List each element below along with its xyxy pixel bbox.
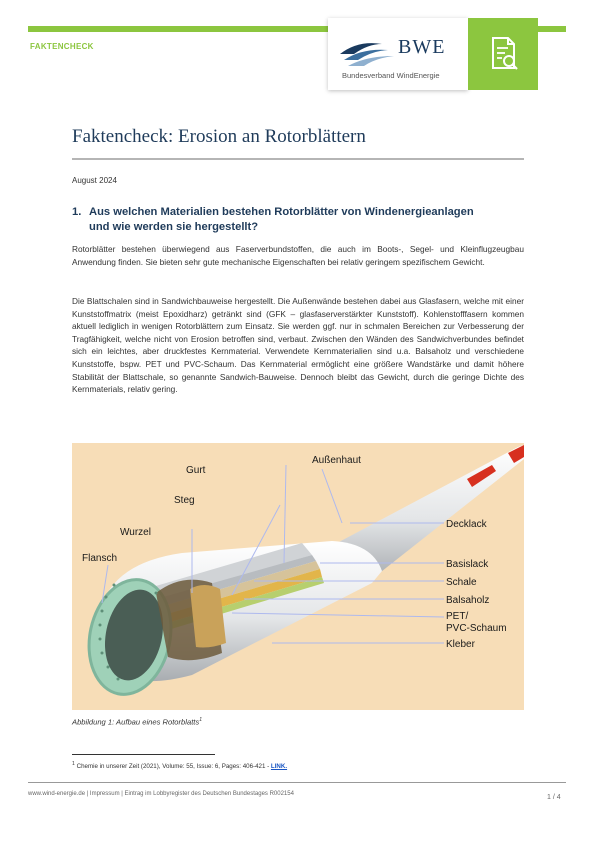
paragraph-intro: Rotorblätter bestehen überwiegend aus Faserverbundstoffen, die auch im Boots-, Segel- und Kleinflugzeugbau Anwendung finden. Sie bieten sehr gute mechanische Eigenschaften bei relativ geringem spezifischem Gewicht. — [72, 244, 524, 267]
figure-caption-text: Abbildung 1: Aufbau eines Rotorblatts — [72, 717, 200, 727]
label-steg: Steg — [174, 495, 195, 506]
bwe-logo-subtitle: Bundesverband WindEnergie — [342, 71, 440, 80]
label-flansch: Flansch — [82, 553, 118, 564]
rotor-blade-illustration — [72, 443, 524, 710]
label-balsaholz: Balsaholz — [446, 595, 490, 606]
section-heading-line1: Aus welchen Materialien bestehen Rotorblätter von Windenergieanlagen — [89, 206, 474, 218]
footer-links[interactable]: www.wind-energie.de | Impressum | Eintrag im Lobbyregister des Deutschen Bundestages R002154 — [28, 791, 294, 797]
page-title: Faktencheck: Erosion an Rotorblättern — [72, 126, 366, 147]
document-search-icon — [468, 18, 538, 90]
label-kleber: Kleber — [446, 639, 475, 650]
footnote-text: Chemie in unserer Zeit (2021), Volume: 55, Issue: 6, Pages: 406-421 - — [74, 763, 271, 771]
label-basislack: Basislack — [446, 559, 489, 570]
section-number: 1. — [72, 206, 82, 218]
header-accent-bar-right — [538, 26, 566, 32]
figure-caption-ref: 1 — [199, 717, 202, 723]
bwe-wing-icon — [338, 32, 400, 72]
publication-date: August 2024 — [72, 176, 117, 185]
section-heading-line2: und wie werden sie hergestellt? — [89, 221, 259, 233]
header-accent-bar — [28, 26, 328, 32]
section-heading — [72, 205, 527, 235]
label-gurt: Gurt — [186, 465, 206, 476]
label-pet: PET/ — [446, 611, 469, 622]
footnote — [72, 761, 287, 770]
doc-icon-box — [468, 18, 538, 90]
bwe-logo-text: BWE — [398, 36, 446, 58]
title-divider — [72, 158, 524, 160]
label-wurzel: Wurzel — [120, 527, 151, 538]
footnote-divider — [72, 754, 215, 755]
figure-caption — [72, 717, 202, 727]
faktencheck-label: FAKTENCHECK — [30, 42, 94, 51]
rotor-blade-figure — [72, 443, 524, 710]
label-decklack: Decklack — [446, 519, 487, 530]
footnote-link[interactable]: LINK. — [270, 763, 288, 771]
footnote-ref: 1 — [72, 761, 75, 767]
paragraph-sandwich: Die Blattschalen sind in Sandwichbauweise hergestellt. Die Außenwände bestehen dabei aus Glasfasern, welche mit einer Kunststoffmatrix (meist Epoxidharz) getränkt sind (GFK – glasfaserverstärkter Kunststoff). Kohlenstofffasern kommen aktuell lediglich in wenigen Rotorblättern zum Einsatz. Sie werden ggf. nur in schmalen Bereichen zur Verbesserung der Tragfähigkeit, welche nicht von Erosion betroffen sind, verbaut. Zwischen den Wänden des Sandwichverbundes befindet sich ein leichtes, aber druckfestes Kernmaterial. Verwendete Kernmaterialien sind u.a. Balsaholz und verschiedene Kunststoffe, bspw. PET und PVC-Schaum. Das Kernmaterial ermöglicht eine größere Wandstärke und damit höhere Stabilität der Blattschale, so genannte Sandwich-Bauweise. Dennoch bleibt das Gewicht, durch die geringe Dichte des Kernmaterials, relativ gering. — [72, 296, 524, 395]
label-aussenhaut: Außenhaut — [312, 455, 361, 466]
label-pvc-schaum: PVC-Schaum — [446, 623, 507, 634]
footer-divider — [28, 782, 566, 783]
label-schale: Schale — [446, 577, 477, 588]
bwe-logo[interactable] — [328, 18, 468, 90]
page-number: 1 / 4 — [547, 794, 561, 801]
